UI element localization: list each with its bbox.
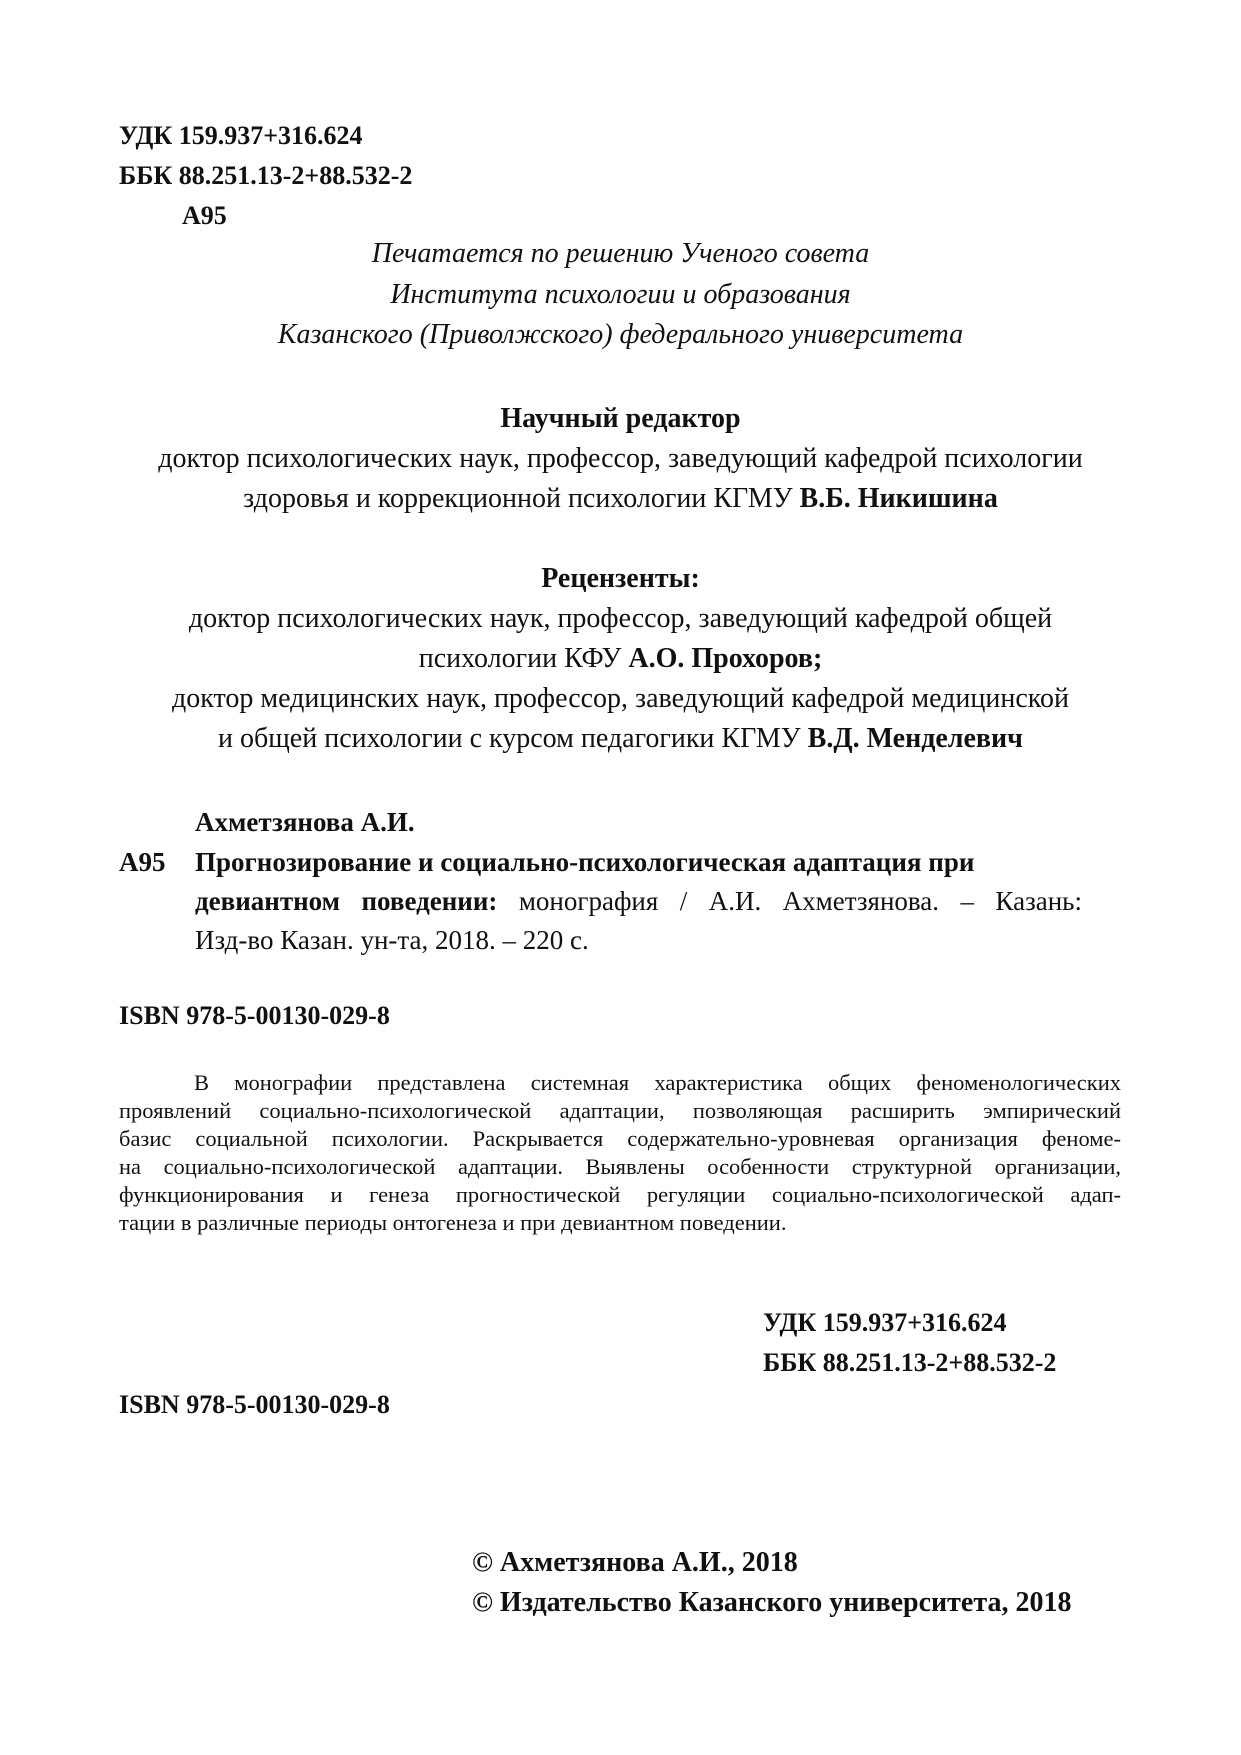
- bbk-top: ББК 88.251.13-2+88.532-2: [119, 161, 413, 190]
- abstract-line-2: проявлений социально-психологической адаптации, позволяющая расширить эмпирический: [119, 1098, 1121, 1123]
- reviewer-1-line-2: [60, 643, 1181, 675]
- copyright-author: © Ахметзянова А.И., 2018: [472, 1547, 798, 1578]
- record-title-line-2: [195, 886, 1082, 917]
- editor-line-2: [60, 483, 1181, 515]
- decision-line-3: Казанского (Приволжского) федерального университета: [277, 319, 964, 350]
- abstract-line-1: В монографии представлена системная характеристика общих феноменологических: [194, 1070, 1121, 1095]
- record-author: Ахметзянова А.И.: [195, 807, 415, 837]
- reviewers-heading: Рецензенты:: [541, 563, 700, 594]
- reviewer-1-name: А.О. Прохоров;: [628, 643, 823, 674]
- record-mark: А95: [119, 847, 166, 877]
- reviewer-2-line-1: доктор медицинских наук, профессор, заведующий кафедрой медицинской: [172, 683, 1069, 714]
- abstract-line-3: базис социальной психологии. Раскрывается содержательно-уровневая организация феноме-: [119, 1126, 1121, 1151]
- isbn-bottom: ISBN 978-5-00130-029-8: [119, 1390, 390, 1419]
- abstract-line-5: функционирования и генеза прогностической регуляции социально-психологической адап-: [119, 1182, 1121, 1207]
- abstract-line-4: на социально-психологической адаптации. Выявлены особенности структурной организации,: [119, 1154, 1121, 1179]
- udk-bottom: УДК 159.937+316.624: [763, 1308, 1007, 1337]
- abstract-line-6: тации в различные периоды онтогенеза и при девиантном поведении.: [119, 1210, 787, 1235]
- record-title-end: девиантном поведении:: [195, 886, 498, 916]
- editor-heading: Научный редактор: [500, 403, 741, 434]
- record-title-description: монография / А.И. Ахметзянова. – Казань:: [497, 886, 1082, 916]
- editor-name: В.Б. Никишина: [799, 483, 998, 514]
- abstract: [119, 1069, 1121, 1237]
- reviewer-2-name: В.Д. Менделевич: [807, 723, 1023, 754]
- udk-top: УДК 159.937+316.624: [119, 121, 363, 150]
- bbk-bottom: ББК 88.251.13-2+88.532-2: [763, 1348, 1057, 1377]
- record-publisher-line: Изд-во Казан. ун-та, 2018. – 220 с.: [195, 925, 589, 955]
- editor-line-1: доктор психологических наук, профессор, заведующий кафедрой психологии: [158, 443, 1083, 474]
- author-mark-top: А95: [182, 201, 227, 230]
- isbn-top: ISBN 978-5-00130-029-8: [119, 1001, 390, 1030]
- decision-line-1: Печатается по решению Ученого совета: [371, 238, 870, 269]
- reviewer-1-affiliation: психологии КФУ: [418, 643, 629, 674]
- reviewer-2-affiliation: и общей психологии с курсом педагогики КГМУ: [218, 723, 808, 754]
- reviewer-2-line-2: [60, 723, 1181, 755]
- reviewer-1-line-1: доктор психологических наук, профессор, заведующий кафедрой общей: [188, 603, 1053, 634]
- copyright-publisher: © Издательство Казанского университета, 2018: [472, 1587, 1072, 1618]
- editor-affiliation: здоровья и коррекционной психологии КГМУ: [243, 483, 800, 514]
- decision-line-2: Института психологии и образования: [390, 279, 851, 310]
- record-title-line-1: Прогнозирование и социально-психологическая адаптация при: [195, 847, 975, 877]
